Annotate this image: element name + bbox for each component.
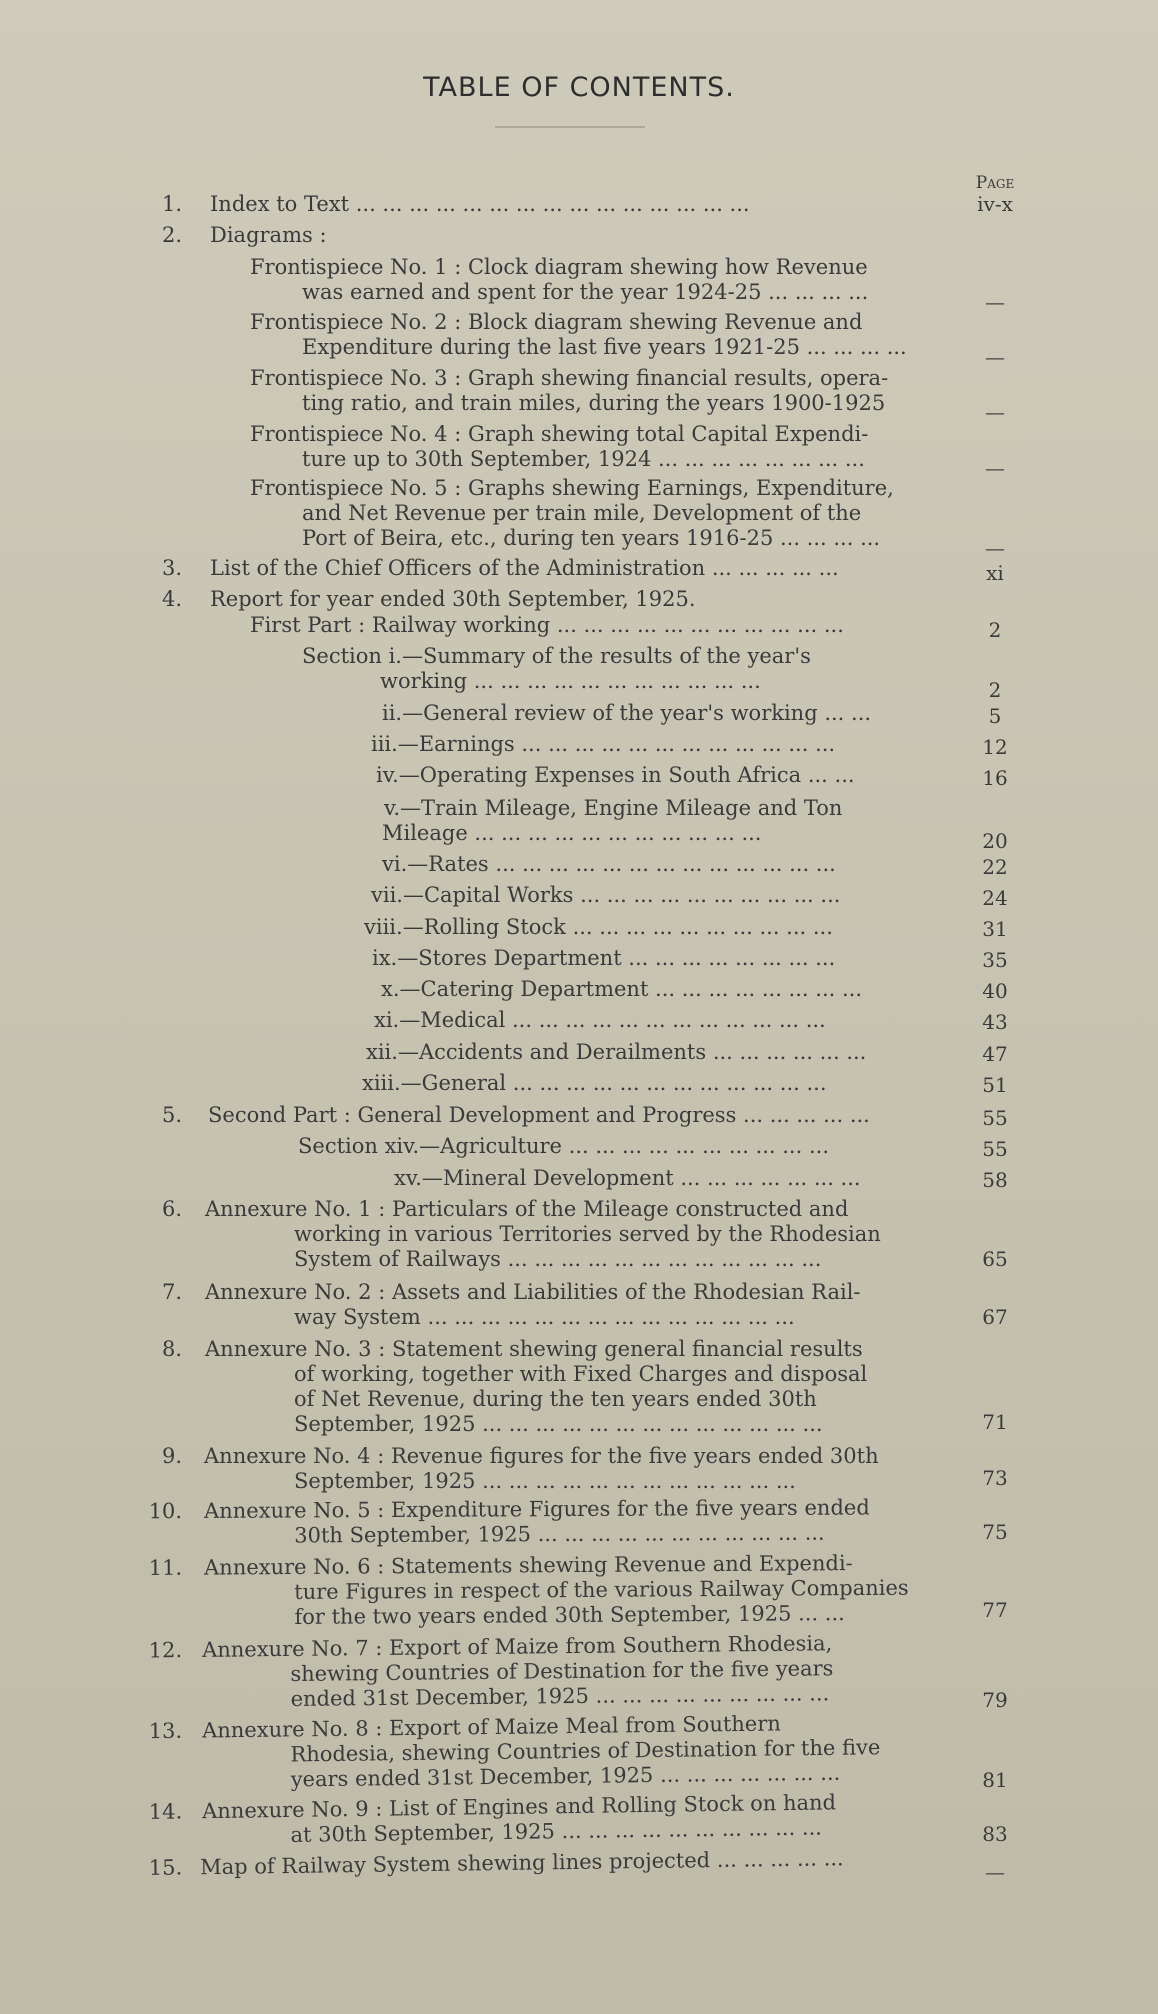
toc-entry-text: List of the Chief Officers of the Administration ... ... ... ... ... [210, 556, 839, 580]
toc-entry-text: ii.—General review of the year's working ... ... [382, 701, 872, 725]
toc-entry-page: — [985, 345, 1005, 369]
toc-entry-page: 81 [982, 1768, 1008, 1792]
toc-entry-page: 2 [988, 678, 1002, 702]
toc-entry-text: ture Figures in respect of the various Railway Companies [294, 1575, 909, 1604]
toc-entry-text: September, 1925 ... ... ... ... ... ... ... ... ... ... ... ... ... [294, 1412, 823, 1436]
toc-entry-text: Mileage ... ... ... ... ... ... ... ... ... ... ... [382, 821, 762, 845]
toc-entry-page: 79 [982, 1688, 1008, 1712]
toc-entry-page: 77 [982, 1598, 1008, 1622]
toc-entry-text: Frontispiece No. 3 : Graph shewing financial results, opera- [250, 366, 889, 390]
toc-entry-text: xii.—Accidents and Derailments ... ... ... ... ... ... [366, 1040, 867, 1064]
toc-entry-text: xiii.—General ... ... ... ... ... ... ... ... ... ... ... ... [362, 1071, 827, 1095]
toc-entry-text: shewing Countries of Destination for the five years [290, 1656, 834, 1686]
toc-entry-text: Annexure No. 8 : Export of Maize Meal from Southern [201, 1711, 781, 1743]
toc-entry-text: Port of Beira, etc., during ten years 1916-25 ... ... ... ... [302, 526, 881, 550]
toc-entry-text: vii.—Capital Works ... ... ... ... ... ... ... ... ... ... [371, 883, 841, 907]
toc-entry-page: 83 [982, 1822, 1008, 1846]
toc-entry-text: Annexure No. 4 : Revenue figures for the five years ended 30th [204, 1444, 879, 1468]
toc-entry-text: of Net Revenue, during the ten years ended 30th [294, 1387, 817, 1411]
toc-entry-text: ended 31st December, 1925 ... ... ... ... ... ... ... ... ... [290, 1681, 830, 1711]
toc-entry-number: 3. [161, 556, 182, 580]
toc-entry-text: Rhodesia, shewing Countries of Destination for the five [290, 1735, 881, 1767]
toc-entry-page: 55 [982, 1137, 1008, 1161]
toc-entry-text: vi.—Rates ... ... ... ... ... ... ... ... ... ... ... ... ... [382, 852, 836, 876]
toc-entry-text: Section i.—Summary of the results of the year's [302, 644, 811, 668]
toc-entry-text: Section xiv.—Agriculture ... ... ... ... ... ... ... ... ... ... [298, 1134, 829, 1158]
toc-entry-text: way System ... ... ... ... ... ... ... ... ... ... ... ... ... ... [294, 1305, 795, 1329]
toc-entry-page: 5 [988, 704, 1002, 728]
toc-entry-number: 5. [161, 1103, 182, 1127]
toc-entry-number: 10. [148, 1499, 183, 1524]
toc-entry-text: years ended 31st December, 1925 ... ... ... ... ... ... ... [290, 1760, 841, 1792]
toc-entry-page: 43 [982, 1010, 1008, 1034]
toc-entry-text: Expenditure during the last five years 1921-25 ... ... ... ... [302, 335, 907, 359]
toc-entry-text: Annexure No. 2 : Assets and Liabilities of the Rhodesian Rail- [205, 1280, 861, 1304]
toc-entry-text: Frontispiece No. 5 : Graphs shewing Earnings, Expenditure, [250, 476, 894, 500]
toc-entry-number: 1. [161, 192, 182, 216]
toc-entry-text: Annexure No. 3 : Statement shewing general financial results [205, 1337, 863, 1361]
toc-entry-page: 31 [982, 917, 1008, 941]
toc-entry-text: ting ratio, and train miles, during the years 1900-1925 [302, 391, 886, 415]
toc-entry-number: 4. [161, 587, 182, 611]
toc-entry-number: 12. [148, 1638, 183, 1663]
toc-entry-page: — [985, 536, 1005, 560]
toc-entry-text: xi.—Medical ... ... ... ... ... ... ... ... ... ... ... ... [374, 1008, 826, 1032]
toc-entry-text: Second Part : General Development and Progress ... ... ... ... ... [208, 1103, 870, 1127]
toc-entry-text: x.—Catering Department ... ... ... ... ... ... ... ... [381, 977, 862, 1001]
toc-entry-text: System of Railways ... ... ... ... ... ... ... ... ... ... ... ... [294, 1247, 822, 1271]
toc-entry-text: 30th September, 1925 ... ... ... ... ... ... ... ... ... ... ... [294, 1520, 825, 1548]
toc-entry-page: 58 [982, 1168, 1008, 1192]
toc-entry-page: 47 [982, 1042, 1008, 1066]
toc-entry-text: viii.—Rolling Stock ... ... ... ... ... ... ... ... ... ... [364, 915, 833, 939]
toc-entry-page: 67 [982, 1305, 1008, 1329]
toc-entry-page: 40 [982, 979, 1008, 1003]
toc-entry-page: — [985, 1860, 1005, 1884]
toc-entry-text: working in various Territories served by the Rhodesian [294, 1222, 881, 1246]
toc-entry-text: iii.—Earnings ... ... ... ... ... ... ... ... ... ... ... ... [371, 732, 836, 756]
toc-entry-number: 6. [161, 1197, 182, 1221]
toc-entry-text: Annexure No. 6 : Statements shewing Revenue and Expendi- [203, 1551, 853, 1580]
toc-entry-text: September, 1925 ... ... ... ... ... ... ... ... ... ... ... ... [294, 1469, 796, 1493]
toc-entry-text: working ... ... ... ... ... ... ... ... ... ... ... [380, 669, 761, 693]
toc-entry-text: Frontispiece No. 4 : Graph shewing total Capital Expendi- [250, 422, 869, 446]
toc-entry-page: 22 [982, 855, 1008, 879]
toc-entry-text: v.—Train Mileage, Engine Mileage and Ton [384, 796, 843, 820]
toc-entry-number: 14. [148, 1799, 183, 1824]
toc-entry-text: Report for year ended 30th September, 1925. [210, 587, 696, 611]
toc-entry-page: 75 [982, 1520, 1008, 1544]
toc-entry-page: 35 [982, 948, 1008, 972]
toc-entry-text: at 30th September, 1925 ... ... ... ... ... ... ... ... ... ... [290, 1815, 823, 1847]
toc-entry-text: ix.—Stores Department ... ... ... ... ... ... ... ... [372, 946, 836, 970]
toc-entry-text: of working, together with Fixed Charges and disposal [294, 1362, 868, 1386]
toc-entry-page: 2 [988, 618, 1002, 642]
page-title: TABLE OF CONTENTS. [423, 72, 735, 103]
toc-entry-number: 11. [148, 1555, 183, 1580]
toc-entry-page: iv-x [977, 192, 1013, 216]
toc-entry-text: for the two years ended 30th September, 1925 ... ... [294, 1601, 845, 1629]
toc-entry-text: and Net Revenue per train mile, Development of the [302, 501, 862, 525]
title-divider [495, 126, 645, 128]
toc-entry-text: was earned and spent for the year 1924-25 ... ... ... ... [302, 280, 869, 304]
toc-entry-page: 55 [982, 1106, 1008, 1130]
toc-entry-text: Index to Text ... ... ... ... ... ... ... ... ... ... ... ... ... ... ... [210, 192, 750, 216]
toc-entry-page: 73 [982, 1466, 1008, 1490]
toc-entry-number: 15. [148, 1855, 183, 1880]
toc-entry-text: Annexure No. 9 : List of Engines and Rolling Stock on hand [201, 1790, 837, 1824]
toc-entry-page: xi [986, 561, 1004, 585]
page-column-heading: Page [975, 173, 1015, 193]
toc-entry-page: 12 [982, 735, 1008, 759]
toc-entry-page: 51 [982, 1073, 1008, 1097]
toc-entry-text: First Part : Railway working ... ... ... ... ... ... ... ... ... ... ... [250, 613, 844, 637]
toc-entry-page: 20 [982, 829, 1008, 853]
toc-entry-number: 7. [161, 1280, 182, 1304]
toc-entry-page: — [985, 290, 1005, 314]
toc-entry-text: Frontispiece No. 2 : Block diagram shewing Revenue and [250, 310, 863, 334]
toc-entry-text: ture up to 30th September, 1924 ... ... ... ... ... ... ... ... [302, 447, 865, 471]
toc-entry-text: xv.—Mineral Development ... ... ... ... ... ... ... [394, 1166, 861, 1190]
toc-entry-text: Map of Railway System shewing lines projected ... ... ... ... ... [199, 1846, 844, 1880]
toc-entry-text: Frontispiece No. 1 : Clock diagram shewing how Revenue [250, 255, 868, 279]
toc-entry-text: Annexure No. 1 : Particulars of the Mileage constructed and [205, 1197, 849, 1221]
toc-entry-number: 9. [161, 1444, 182, 1468]
toc-entry-page: 65 [982, 1247, 1008, 1271]
toc-entry-text: Annexure No. 5 : Expenditure Figures for the five years ended [203, 1495, 870, 1523]
toc-entry-number: 2. [161, 223, 182, 247]
toc-entry-number: 8. [161, 1337, 182, 1361]
toc-entry-page: — [985, 400, 1005, 424]
toc-entry-text: Annexure No. 7 : Export of Maize from Southern Rhodesia, [201, 1631, 833, 1662]
toc-entry-page: 16 [982, 766, 1008, 790]
toc-entry-text: Diagrams : [210, 223, 327, 247]
toc-entry-page: 24 [982, 886, 1008, 910]
toc-entry-page: 71 [982, 1410, 1008, 1434]
toc-entry-text: iv.—Operating Expenses in South Africa ... ... [376, 763, 855, 787]
toc-entry-page: — [985, 456, 1005, 480]
toc-entry-number: 13. [148, 1718, 183, 1744]
